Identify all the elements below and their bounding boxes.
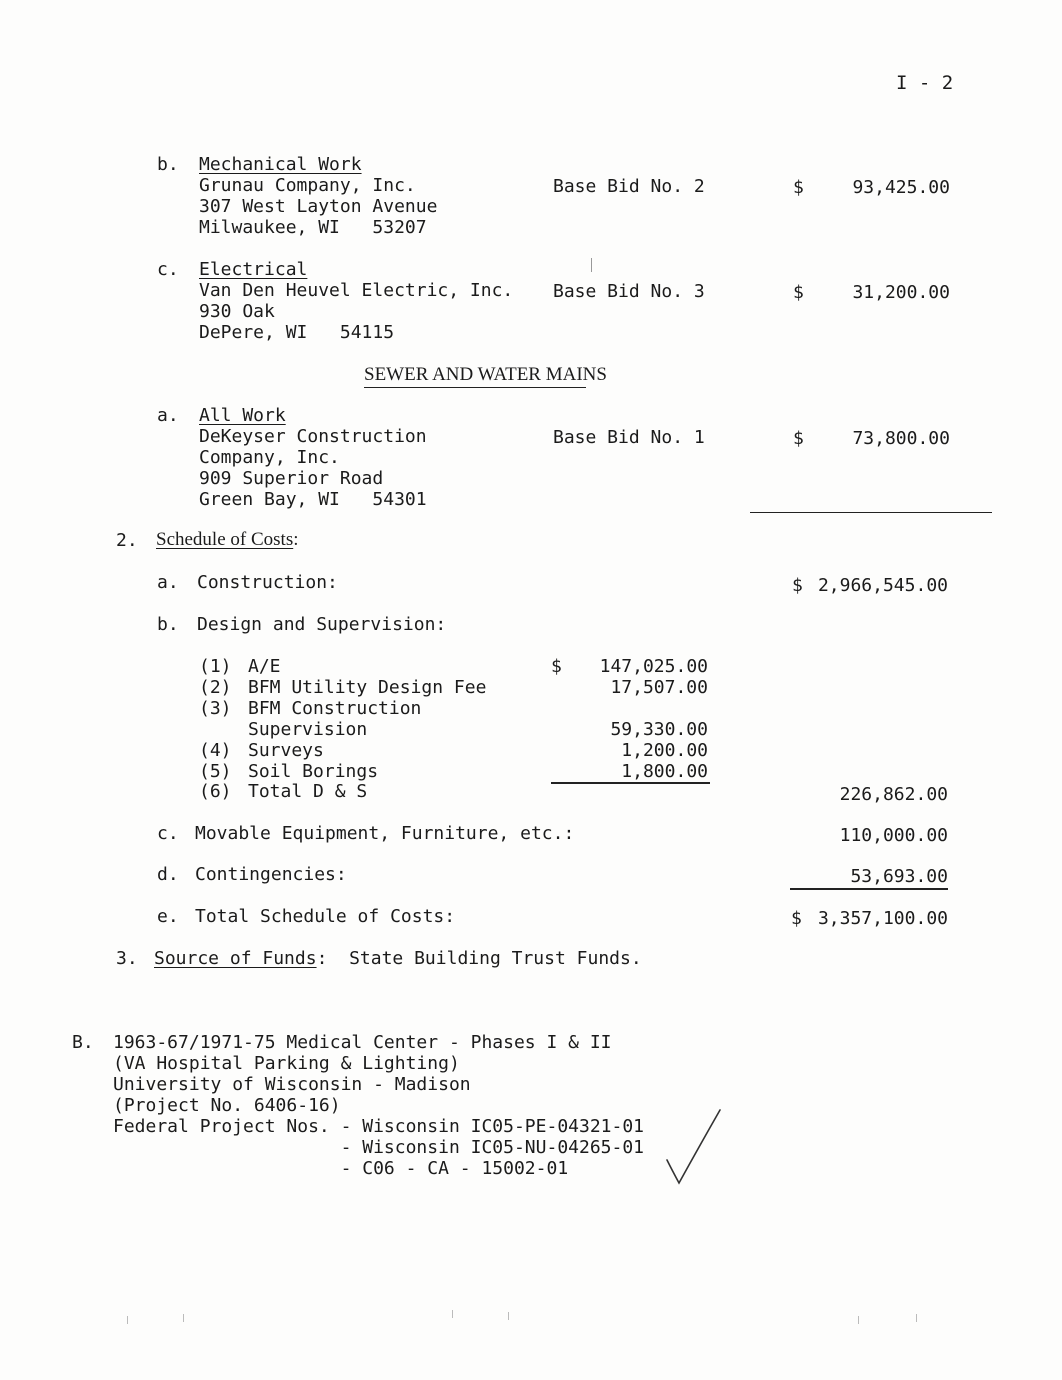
- equipment-amount: 110,000.00: [839, 825, 948, 846]
- sub-item-label: A/E: [248, 656, 281, 677]
- electrical-heading: Electrical: [199, 259, 308, 280]
- equipment-label: Movable Equipment, Furniture, etc.:: [195, 823, 575, 844]
- base-bid-label: Base Bid No. 1: [553, 427, 705, 448]
- scan-mark: [858, 1316, 859, 1324]
- schedule-colon: :: [293, 529, 299, 550]
- scan-mark: [508, 1312, 509, 1320]
- checkmark-icon: [660, 1105, 725, 1195]
- item-letter: a.: [157, 572, 179, 593]
- rule-line: [750, 512, 992, 513]
- sub-item-number: (4): [199, 740, 232, 761]
- all-work-heading: All Work: [199, 405, 286, 426]
- federal-project-line: - Wisconsin IC05-NU-04265-01: [113, 1137, 645, 1158]
- scan-mark: [591, 258, 592, 272]
- project-letter: B.: [72, 1032, 94, 1053]
- item-letter: c.: [157, 259, 179, 280]
- page-number: I - 2: [896, 72, 954, 94]
- contractor-city: Green Bay, WI 54301: [199, 489, 427, 510]
- dollar-sign: $: [791, 908, 802, 929]
- dollar-sign: $: [793, 282, 804, 303]
- construction-label: Construction:: [197, 572, 338, 593]
- contingencies-label: Contingencies:: [195, 864, 347, 885]
- federal-project-line: - C06 - CA - 15002-01: [113, 1158, 569, 1179]
- sub-item-number: (5): [199, 761, 232, 782]
- bid-amount: 73,800.00: [852, 428, 950, 449]
- contractor-address: 909 Superior Road: [199, 468, 384, 489]
- project-number: (Project No. 6406-16): [113, 1095, 341, 1116]
- dollar-sign: $: [792, 575, 803, 596]
- funds-text: : State Building Trust Funds.: [316, 948, 642, 969]
- base-bid-label: Base Bid No. 2: [553, 176, 705, 197]
- design-label: Design and Supervision:: [197, 614, 447, 635]
- section-title-underline: [364, 387, 586, 388]
- design-total-amount: 226,862.00: [839, 784, 948, 805]
- sub-item-amount: 147,025.00: [599, 656, 708, 677]
- schedule-heading: Schedule of Costs: [156, 529, 294, 550]
- sub-item-number: (6): [199, 781, 232, 802]
- federal-project-line: Federal Project Nos. - Wisconsin IC05-PE-04321-01: [113, 1116, 645, 1137]
- dollar-sign: $: [793, 428, 804, 449]
- scan-mark: [127, 1316, 128, 1324]
- base-bid-label: Base Bid No. 3: [553, 281, 705, 302]
- contractor-name: Van Den Heuvel Electric, Inc.: [199, 280, 514, 301]
- item-letter: b.: [157, 614, 179, 635]
- item-letter: b.: [157, 154, 179, 175]
- bid-amount: 31,200.00: [852, 282, 950, 303]
- total-amount: 3,357,100.00: [817, 908, 948, 929]
- project-title: 1963-67/1971-75 Medical Center - Phases I & II: [113, 1032, 612, 1053]
- section-number: 3.: [116, 948, 138, 969]
- sub-item-amount: 1,800.00: [621, 761, 708, 782]
- sub-item-number: (1): [199, 656, 232, 677]
- sub-item-amount: 17,507.00: [610, 677, 708, 698]
- item-letter: a.: [157, 405, 179, 426]
- scan-mark: [183, 1314, 184, 1322]
- funds-row: [154, 948, 642, 969]
- sub-item-label: Soil Borings: [248, 761, 379, 782]
- project-subtitle: (VA Hospital Parking & Lighting): [113, 1053, 460, 1074]
- sub-item-amount: 1,200.00: [621, 740, 708, 761]
- schedule-heading-row: [156, 529, 299, 550]
- contractor-name: Grunau Company, Inc.: [199, 175, 416, 196]
- item-letter: c.: [157, 823, 179, 844]
- contractor-name: DeKeyser Construction: [199, 426, 427, 447]
- item-letter: e.: [157, 906, 179, 927]
- section-title: SEWER AND WATER MAINS: [364, 364, 607, 385]
- sub-item-label-cont: Supervision: [248, 719, 368, 740]
- contractor-address: 307 West Layton Avenue: [199, 196, 438, 217]
- total-rule: [790, 888, 948, 890]
- sub-item-label: Total D & S: [248, 781, 368, 802]
- dollar-sign: $: [551, 656, 562, 677]
- sub-item-number: (2): [199, 677, 232, 698]
- scan-mark: [916, 1314, 917, 1322]
- sub-item-label: BFM Construction: [248, 698, 422, 719]
- contractor-address: 930 Oak: [199, 301, 275, 322]
- scan-mark: [452, 1310, 453, 1318]
- sub-item-label: BFM Utility Design Fee: [248, 677, 487, 698]
- bid-amount: 93,425.00: [852, 177, 950, 198]
- contractor-city: Milwaukee, WI 53207: [199, 217, 427, 238]
- project-institution: University of Wisconsin - Madison: [113, 1074, 471, 1095]
- section-number: 2.: [116, 530, 138, 551]
- sub-item-amount: 59,330.00: [610, 719, 708, 740]
- sub-item-number: (3): [199, 698, 232, 719]
- sub-item-label: Surveys: [248, 740, 324, 761]
- contingencies-amount: 53,693.00: [850, 866, 948, 887]
- total-label: Total Schedule of Costs:: [195, 906, 456, 927]
- dollar-sign: $: [793, 177, 804, 198]
- construction-amount: 2,966,545.00: [817, 575, 948, 596]
- mechanical-work-heading: Mechanical Work: [199, 154, 362, 175]
- subtotal-rule: [551, 782, 710, 784]
- contractor-city: DePere, WI 54115: [199, 322, 395, 343]
- item-letter: d.: [157, 864, 179, 885]
- funds-heading: Source of Funds: [154, 948, 317, 969]
- contractor-name-cont: Company, Inc.: [199, 447, 340, 468]
